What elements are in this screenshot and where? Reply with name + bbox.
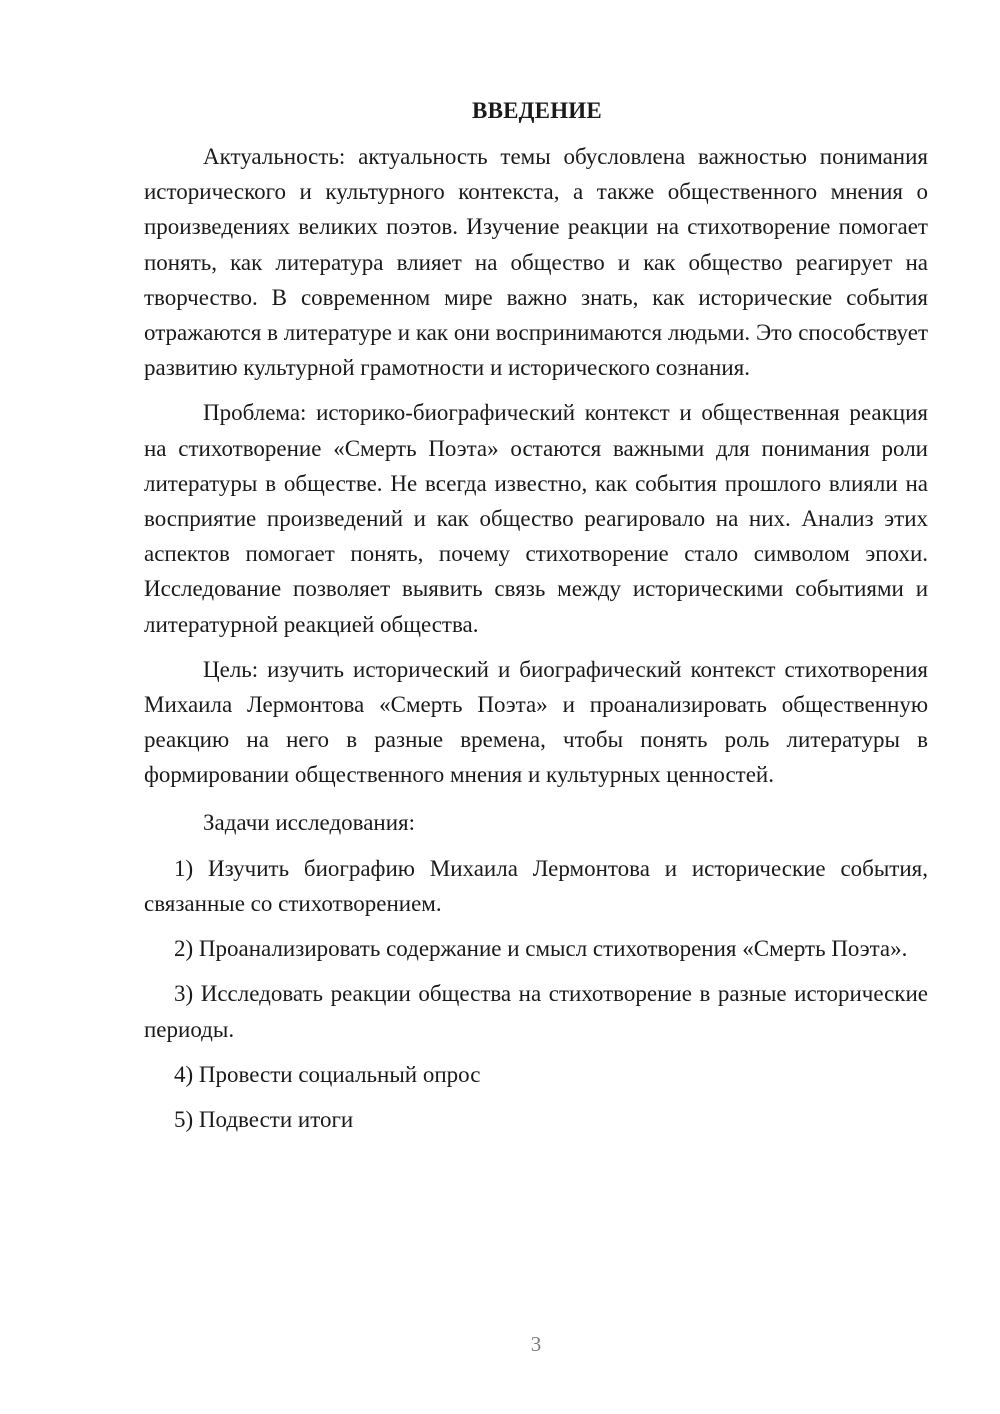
task-item-4: 4) Провести социальный опрос <box>174 1061 481 1087</box>
paragraph-problem: Проблема: историко-биографический контекст и общественная реакция на стихотворение «Смерть Поэта» остаются важными для понимания роли литературы в обществе. Не всегда известно, как события прошлого влияли на восприятие произведений и как общество реагировало на них. Анализ этих аспектов помогает понять, почему стихотворение стало символом эпохи. Исследование позволяет выявить связь между историческими событиями и литературной реакцией общества. <box>144 400 928 637</box>
task-item-3: 3) Исследовать реакции общества на стихотворение в разные исторические периоды. <box>144 981 928 1042</box>
paragraph-goal: Цель: изучить исторический и биографический контекст стихотворения Михаила Лермонтова «Смерть Поэта» и проанализировать общественную реакцию на него в разные времена, чтобы понять роль литературы в формировании общественного мнения и культурных ценностей. <box>144 656 928 788</box>
task-item-1: 1) Изучить биографию Михаила Лермонтова и исторические события, связанные со стихотворением. <box>144 855 928 917</box>
task-item-2: 2) Проанализировать содержание и смысл стихотворения «Смерть Поэта». <box>174 936 908 962</box>
task-item-5: 5) Подвести итоги <box>174 1107 354 1133</box>
paragraph-relevance: Актуальность: актуальность темы обусловлена важностью понимания исторического и культурного контекста, а также общественного мнения о произведениях великих поэтов. Изучение реакции на стихотворение помогает понять, как литература влияет на общество и как общество реагирует на творчество. В современном мире важно знать, как исторические события отражаются в литературе и как они воспринимаются людьми. Это способствует развитию культурной грамотности и исторического сознания. <box>144 144 928 381</box>
section-heading: ВВЕДЕНИЕ <box>472 98 602 123</box>
tasks-label: Задачи исследования: <box>203 809 416 835</box>
page-number: 3 <box>530 1332 542 1356</box>
page-content <box>144 95 928 1147</box>
